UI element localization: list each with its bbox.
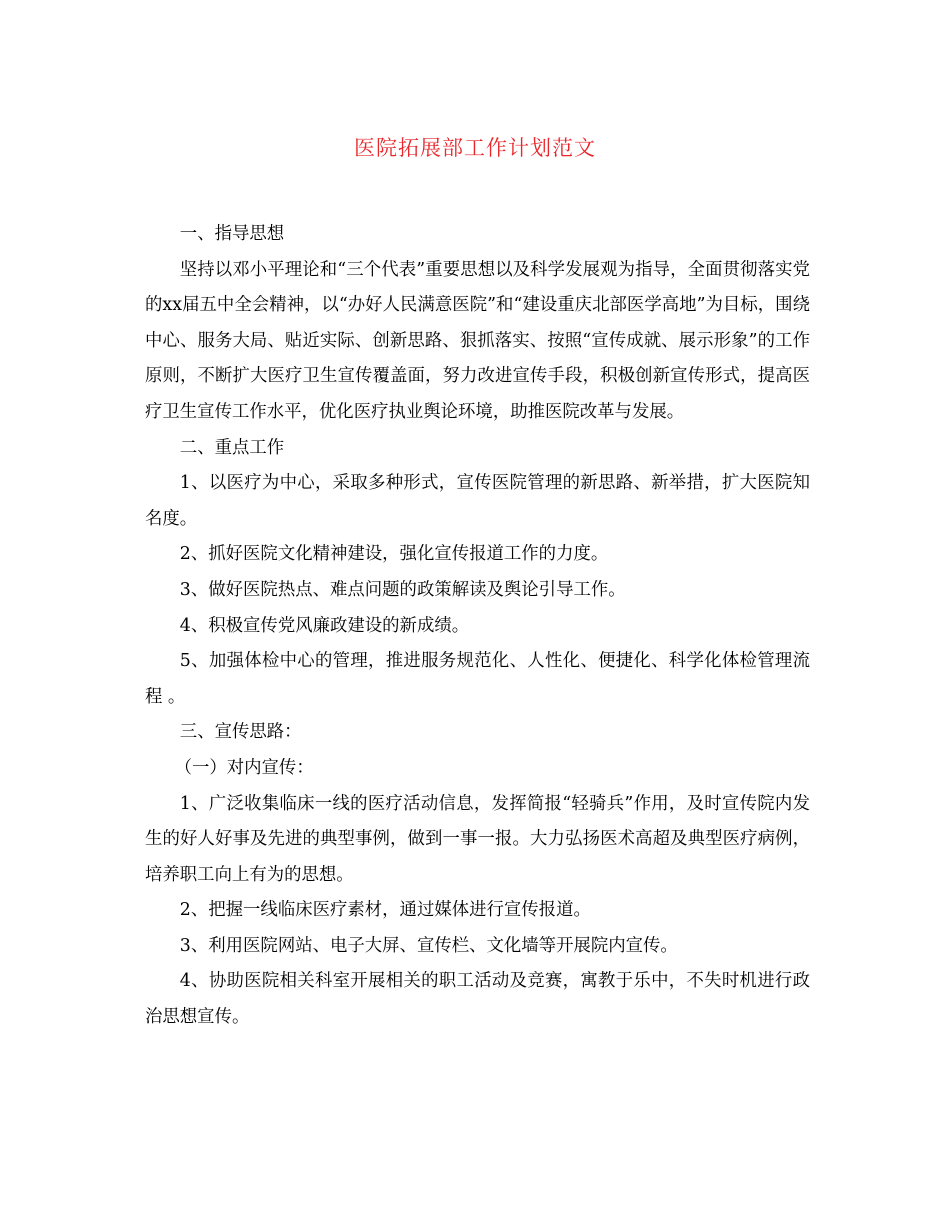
list-item-internal-1: 1、广泛收集临床一线的医疗活动信息，发挥简报“轻骑兵”作用，及时宣传院内发生的好人好事及先进的典型事例，做到一事一报。大力弘扬医术高超及典型医疗病例，培养职工向上有为的思想。: [145, 793, 810, 885]
list-item-internal-2: 2、把握一线临床医疗素材，通过媒体进行宣传报道。: [179, 900, 591, 921]
list-item-key-work-2: 2、抓好医院文化精神建设，强化宣传报道工作的力度。: [179, 544, 609, 565]
list-item-internal-3: 3、利用医院网站、电子大屏、宣传栏、文化墙等开展院内宣传。: [179, 935, 678, 956]
document-title: 医院拓展部工作计划范文: [354, 136, 596, 160]
section-heading-publicity-approach: 三、宣传思路：: [179, 722, 302, 743]
document-body: [145, 217, 810, 1036]
subsection-heading-internal-publicity: （一）对内宣传：: [174, 757, 314, 778]
list-item-key-work-1: 1、以医疗为中心，采取多种形式，宣传医院管理的新思路、新举措，扩大医院知名度。: [145, 473, 810, 529]
section-heading-guiding-thought: 一、指导思想: [179, 224, 285, 244]
list-item-key-work-5: 5、加强体检中心的管理，推进服务规范化、人性化、便捷化、科学化体检管理流程 。: [145, 651, 810, 707]
list-item-internal-4: 4、协助医院相关科室开展相关的职工活动及竞赛，寓教于乐中，不失时机进行政治思想宣传。: [145, 971, 810, 1028]
list-item-key-work-3: 3、做好医院热点、难点问题的政策解读及舆论引导工作。: [179, 579, 626, 600]
section-heading-key-work: 二、重点工作: [179, 437, 285, 458]
list-item-key-work-4: 4、积极宣传党风廉政建设的新成绩。: [179, 615, 470, 636]
paragraph-guiding-thought: 坚持以邓小平理论和“三个代表”重要思想以及科学发展观为指导，全面贯彻落实党的xx届五中全会精神，以“办好人民满意医院”和“建设重庆北部医学高地”为目标，围绕中心、服务大局、贴近实际、创新思路、狠抓落实、按照“宣传成就、展示形象”的工作原则，不断扩大医疗卫生宣传覆盖面，努力改进宣传手段，积极创新宣传形式，提高医疗卫生宣传工作水平，优化医疗执业舆论环境，助推医院改革与发展。: [145, 259, 810, 422]
